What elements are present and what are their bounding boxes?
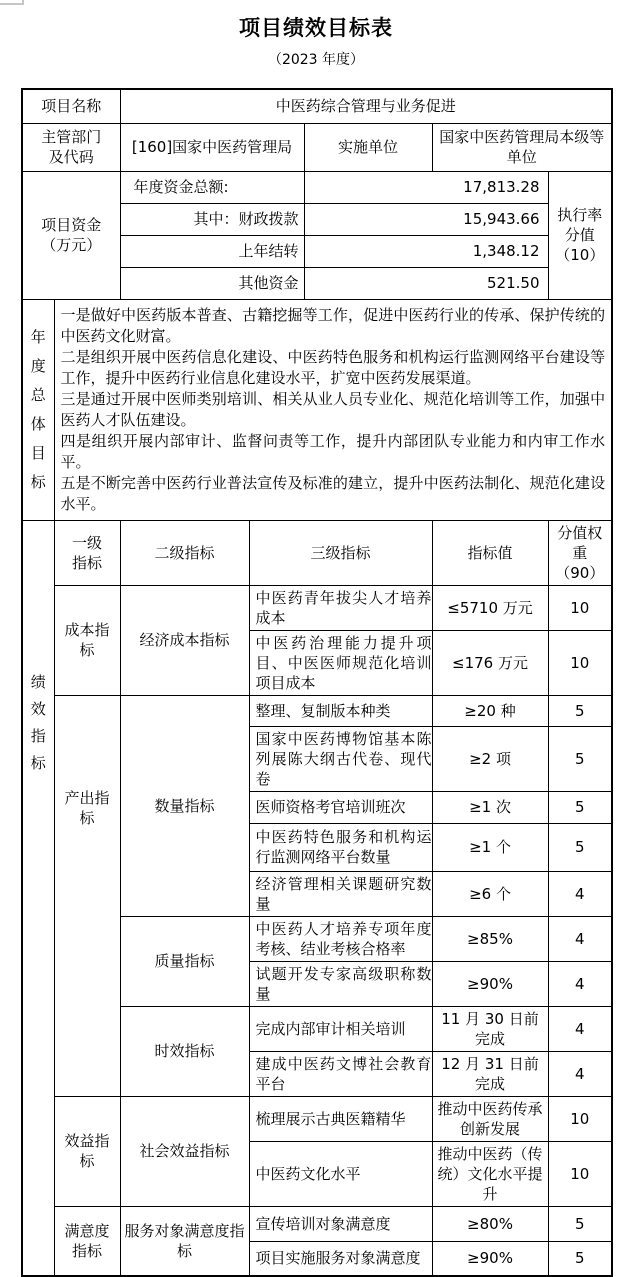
- execution-rate-score-line: 分值: [564, 226, 595, 244]
- indicator-weight: 10: [548, 585, 612, 630]
- funding-row-total: [22, 171, 612, 203]
- indicator-weight: 5: [548, 1241, 612, 1276]
- header-level1: 一级指标: [54, 520, 120, 585]
- indicator-value: ≥90%: [432, 961, 548, 1006]
- indicator-weight: 10: [548, 1141, 612, 1206]
- indicator-weight: 5: [548, 823, 612, 871]
- window-corner-artifact: [0, 0, 24, 5]
- annual-goal-content: [54, 299, 612, 520]
- indicator-value: ≤176 万元: [432, 630, 548, 695]
- indicator-weight: 4: [548, 916, 612, 961]
- funding-item-value: 521.50: [304, 267, 548, 299]
- indicator-l3: 中医药特色服务和机构运行监测网络平台数量: [249, 823, 432, 871]
- indicator-value: 12 月 31 日前完成: [432, 1051, 548, 1096]
- performance-indicator-side-label: [22, 520, 54, 1276]
- indicator-l3: 建成中医药文博社会教育平台: [249, 1051, 432, 1096]
- execution-rate-score-line: 执行率: [557, 206, 603, 224]
- performance-indicator-side-text: 绩效指标: [30, 672, 46, 772]
- indicator-weight: 10: [548, 630, 612, 695]
- indicator-value: 推动中医药（传统）文化水平提升: [432, 1141, 548, 1206]
- indicator-weight: 4: [548, 871, 612, 916]
- indicator-row: [22, 695, 612, 726]
- indicator-row: [22, 1096, 612, 1141]
- header-weight-line: 重: [572, 543, 588, 562]
- indicator-header-row: [22, 520, 612, 585]
- project-name-value: 中医药综合管理与业务促进: [120, 89, 612, 123]
- execution-rate-score-cell: [548, 171, 612, 299]
- indicator-value: ≥6 个: [432, 871, 548, 916]
- indicator-l3: 试题开发专家高级职称数量: [249, 961, 432, 1006]
- goal-sentence: 三是通过开展中医师类别培训、相关从业人员专业化、规范化培训等工作，加强中医药人才队伍建设。: [60, 389, 606, 429]
- indicator-l3: 中医药文化水平: [249, 1141, 432, 1206]
- indicator-value: ≥2 项: [432, 726, 548, 791]
- indicator-l3: 经济管理相关课题研究数量: [249, 871, 432, 916]
- indicator-weight: 10: [548, 1096, 612, 1141]
- funding-item-label: 上年结转: [120, 235, 304, 267]
- indicator-weight: 5: [548, 726, 612, 791]
- indicator-value: ≥1 个: [432, 823, 548, 871]
- funding-item-value: 17,813.28: [304, 171, 548, 203]
- level1-satisfaction: 满意度指标: [54, 1206, 120, 1276]
- level1-cost: 成本指标: [54, 585, 120, 695]
- funding-label: 项目资金（万元）: [22, 171, 120, 299]
- goal-sentence: 五是不断完善中医药行业普法宣传及标准的建立，提升中医药法制化、规范化建设水平。: [60, 473, 606, 513]
- indicator-l3: 中医药人才培养专项年度考核、结业考核合格率: [249, 916, 432, 961]
- level2-quality: 质量指标: [120, 916, 249, 1006]
- goal-sentence: 二是组织开展中医药信息化建设、中医药特色服务和机构运行监测网络平台建设等工作，提升中医药行业信息化建设水平，扩宽中医药发展渠道。: [60, 347, 606, 387]
- indicator-value: ≥80%: [432, 1206, 548, 1241]
- indicator-weight: 5: [548, 791, 612, 823]
- indicator-value: 11 月 30 日前完成: [432, 1006, 548, 1051]
- indicator-value: ≥20 种: [432, 695, 548, 726]
- indicator-l3: 宣传培训对象满意度: [249, 1206, 432, 1241]
- funding-item-label: 其他资金: [120, 267, 304, 299]
- department-label: 主管部门及代码: [22, 123, 120, 171]
- indicator-value: ≥1 次: [432, 791, 548, 823]
- page-subtitle: （2023 年度）: [267, 52, 365, 68]
- impl-unit-value: 国家中医药管理局本级等单位: [432, 123, 612, 171]
- indicator-weight: 4: [548, 961, 612, 1006]
- indicator-l3: 中医药治理能力提升项目、中医医师规范化培训项目成本: [249, 630, 432, 695]
- indicator-value: ≥90%: [432, 1241, 548, 1276]
- goal-sentence: 四是组织开展内部审计、监督问责等工作，提升内部团队专业能力和内审工作水平。: [60, 431, 606, 471]
- header-weight-line: 分值权: [557, 523, 603, 542]
- funding-item-value: 15,943.66: [304, 203, 548, 235]
- level1-output: 产出指标: [54, 695, 120, 1096]
- indicator-value: ≥85%: [432, 916, 548, 961]
- funding-item-label: 年度资金总额:: [120, 171, 304, 203]
- annual-goal-row: [22, 299, 612, 520]
- department-row: [22, 123, 612, 171]
- indicator-l3: 梳理展示古典医籍精华: [249, 1096, 432, 1141]
- level2-timeliness: 时效指标: [120, 1006, 249, 1096]
- header-weight: [548, 520, 612, 585]
- level2-quantity: 数量指标: [120, 695, 249, 916]
- header-weight-line: （90）: [555, 563, 605, 582]
- indicator-row: [22, 585, 612, 630]
- annual-goal-label: [22, 299, 54, 520]
- goal-sentence: 一是做好中医药版本普查、古籍挖掘等工作，促进中医药行业的传承、保护传统的中医药文化财富。: [60, 305, 606, 345]
- project-name-label: 项目名称: [22, 89, 120, 123]
- level2-economic-cost: 经济成本指标: [120, 585, 249, 695]
- project-name-row: [22, 89, 612, 123]
- indicator-weight: 4: [548, 1051, 612, 1096]
- indicator-l3: 整理、复制版本种类: [249, 695, 432, 726]
- performance-target-table: [21, 88, 613, 1277]
- indicator-row: [22, 1206, 612, 1241]
- impl-unit-label: 实施单位: [304, 123, 432, 171]
- funding-item-value: 1,348.12: [304, 235, 548, 267]
- level2-social-benefit: 社会效益指标: [120, 1096, 249, 1206]
- indicator-value: ≤5710 万元: [432, 585, 548, 630]
- execution-rate-score-line: （10）: [555, 246, 605, 264]
- indicator-l3: 中医药青年拔尖人才培养成本: [249, 585, 432, 630]
- page-title: 项目绩效目标表: [239, 16, 393, 40]
- annual-goal-label-text: 年度总体目标: [30, 327, 46, 491]
- level2-service-satisfaction: 服务对象满意度指标: [120, 1206, 249, 1276]
- indicator-weight: 4: [548, 1006, 612, 1051]
- indicator-l3: 医师资格考官培训班次: [249, 791, 432, 823]
- indicator-weight: 5: [548, 695, 612, 726]
- header-value: 指标值: [432, 520, 548, 585]
- header-level3: 三级指标: [249, 520, 432, 585]
- indicator-value: 推动中医药传承创新发展: [432, 1096, 548, 1141]
- indicator-weight: 5: [548, 1206, 612, 1241]
- indicator-l3: 国家中医药博物馆基本陈列展陈大纲古代卷、现代卷: [249, 726, 432, 791]
- funding-item-label: 其中：财政拨款: [120, 203, 304, 235]
- level1-benefit: 效益指标: [54, 1096, 120, 1206]
- header-level2: 二级指标: [120, 520, 249, 585]
- indicator-l3: 完成内部审计相关培训: [249, 1006, 432, 1051]
- department-value: [160]国家中医药管理局: [120, 123, 304, 171]
- indicator-l3: 项目实施服务对象满意度: [249, 1241, 432, 1276]
